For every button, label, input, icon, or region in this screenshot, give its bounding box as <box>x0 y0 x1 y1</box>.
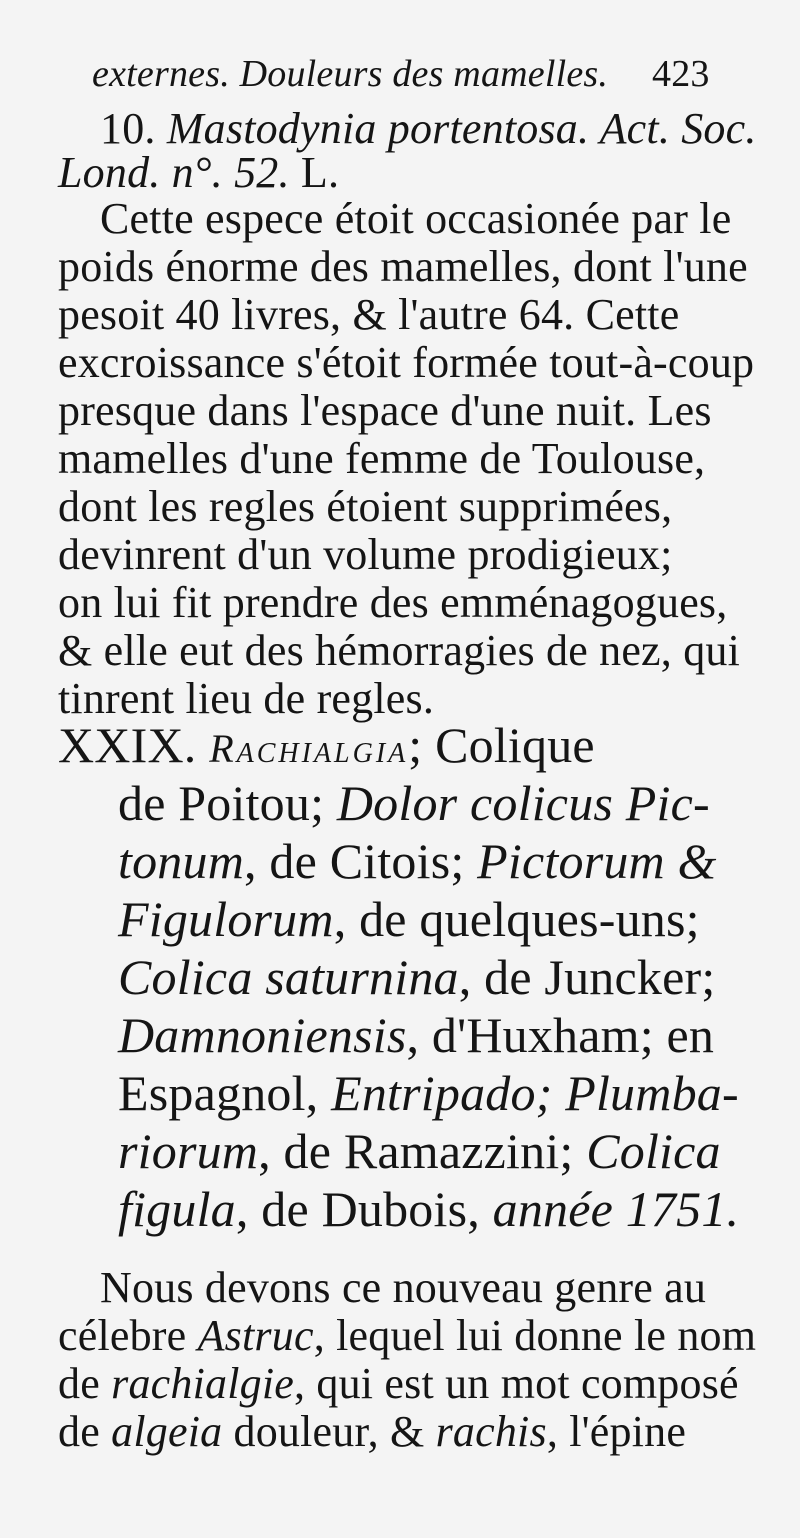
closing-line: de algeia douleur, & rachis, l'épine <box>58 1407 687 1456</box>
body-line: on lui fit prendre des emménagogues, <box>58 578 728 627</box>
entry-title: Mastodynia portentosa. Act. Soc. <box>166 104 757 153</box>
disease-name: Rachialgia <box>209 726 409 771</box>
body-line: dont les regles étoient supprimées, <box>58 482 673 531</box>
running-header <box>92 48 710 100</box>
section-numeral: XXIX. <box>58 717 197 773</box>
body-line: Cette espece étoit occasionée par le <box>100 194 732 243</box>
body-line: mamelles d'une femme de Toulouse, <box>58 434 706 483</box>
body-line: presque dans l'espace d'une nuit. Les <box>58 386 712 435</box>
body-line: tinrent lieu de regles. <box>58 674 435 723</box>
synonym-line: Colica saturnina, de Juncker; <box>118 949 716 1005</box>
synonym-line: tonum, de Citois; Pictorum & <box>118 833 717 889</box>
running-title: externes. Douleurs des mamelles. <box>92 53 609 95</box>
body-line: & elle eut des hémorragies de nez, qui <box>58 626 741 675</box>
closing-line: de rachialgie, qui est un mot composé <box>58 1359 739 1408</box>
entry-number: 10. <box>100 104 167 153</box>
synonym-line: figula, de Dubois, année 1751. <box>118 1181 740 1237</box>
section-heading: XXIX. Rachialgia; Colique <box>58 717 595 773</box>
synonym-line: Figulorum, de quelques-uns; <box>118 891 700 947</box>
closing-line: célebre Astruc, lequel lui donne le nom <box>58 1311 757 1360</box>
page-number: 423 <box>652 53 710 95</box>
closing-line: Nous devons ce nouveau genre au <box>100 1263 707 1312</box>
synonym-line: Espagnol, Entripado; Plumba- <box>118 1065 739 1121</box>
body-line: pesoit 40 livres, & l'autre 64. Cette <box>58 290 680 339</box>
synonym-line: Damnoniensis, d'Huxham; en <box>118 1007 715 1063</box>
body-line: poids énorme des mamelles, dont l'une <box>58 242 748 291</box>
entry-10-line-2: Lond. n°. 52. L. <box>58 148 340 197</box>
synonym-line: riorum, de Ramazzini; Colica <box>118 1123 721 1179</box>
body-line: devinrent d'un volume prodigieux; <box>58 530 673 579</box>
synonym-line: de Poitou; Dolor colicus Pic- <box>118 775 710 831</box>
body-line: excroissance s'étoit formée tout-à-coup <box>58 338 755 387</box>
